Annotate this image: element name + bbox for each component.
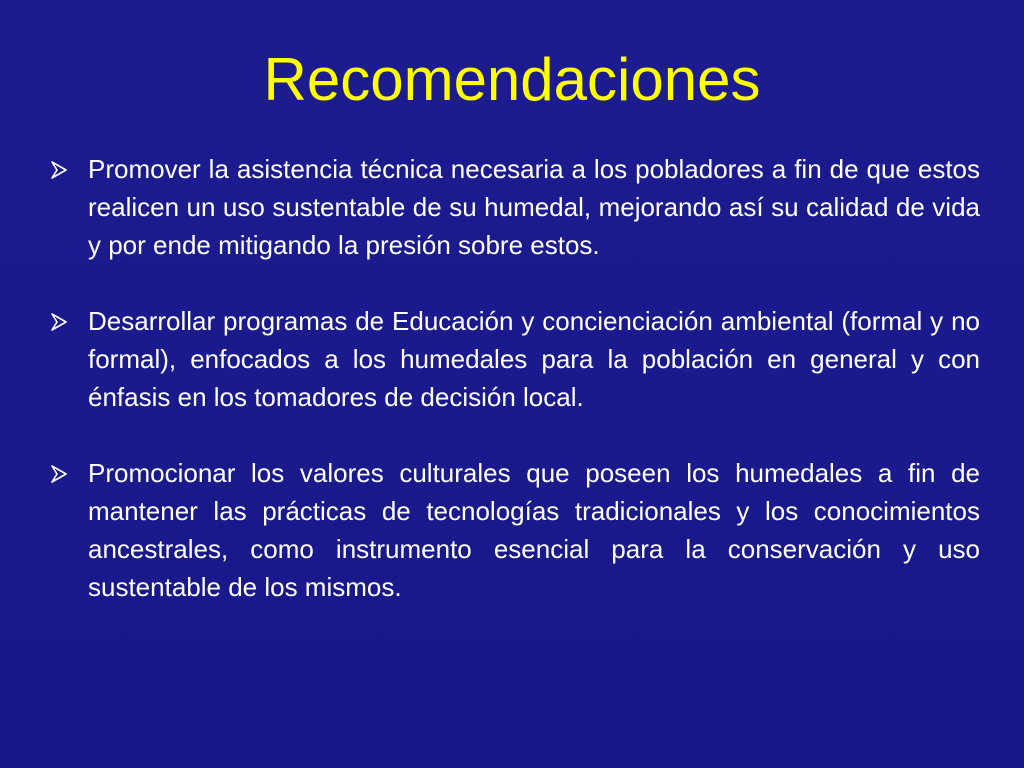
bullet-text: Promover la asistencia técnica necesaria a los pobladores a fin de que estos realicen un uso sustentable de su humedal, mejorando así su calidad de vida y por ende mitigando la presión sobre estos. <box>88 154 980 260</box>
bullet-item <box>48 150 980 264</box>
bullet-text: Desarrollar programas de Educación y concienciación ambiental (formal y no formal), enfocados a los humedales para la población en general y con énfasis en los tomadores de decisión local. <box>88 306 980 412</box>
slide-title: Recomendaciones <box>263 46 761 113</box>
arrowhead-bullet-icon <box>50 465 68 483</box>
arrowhead-bullet-icon <box>50 313 68 331</box>
bullet-text: Promocionar los valores culturales que poseen los humedales a fin de mantener las prácticas de tecnologías tradicionales y los conocimientos ancestrales, como instrumento esencial para la conservación y uso sustentable de los mismos. <box>88 458 980 602</box>
bullet-list <box>48 150 980 606</box>
arrowhead-bullet-icon <box>50 161 68 179</box>
bullet-item <box>48 454 980 606</box>
bullet-item <box>48 302 980 416</box>
